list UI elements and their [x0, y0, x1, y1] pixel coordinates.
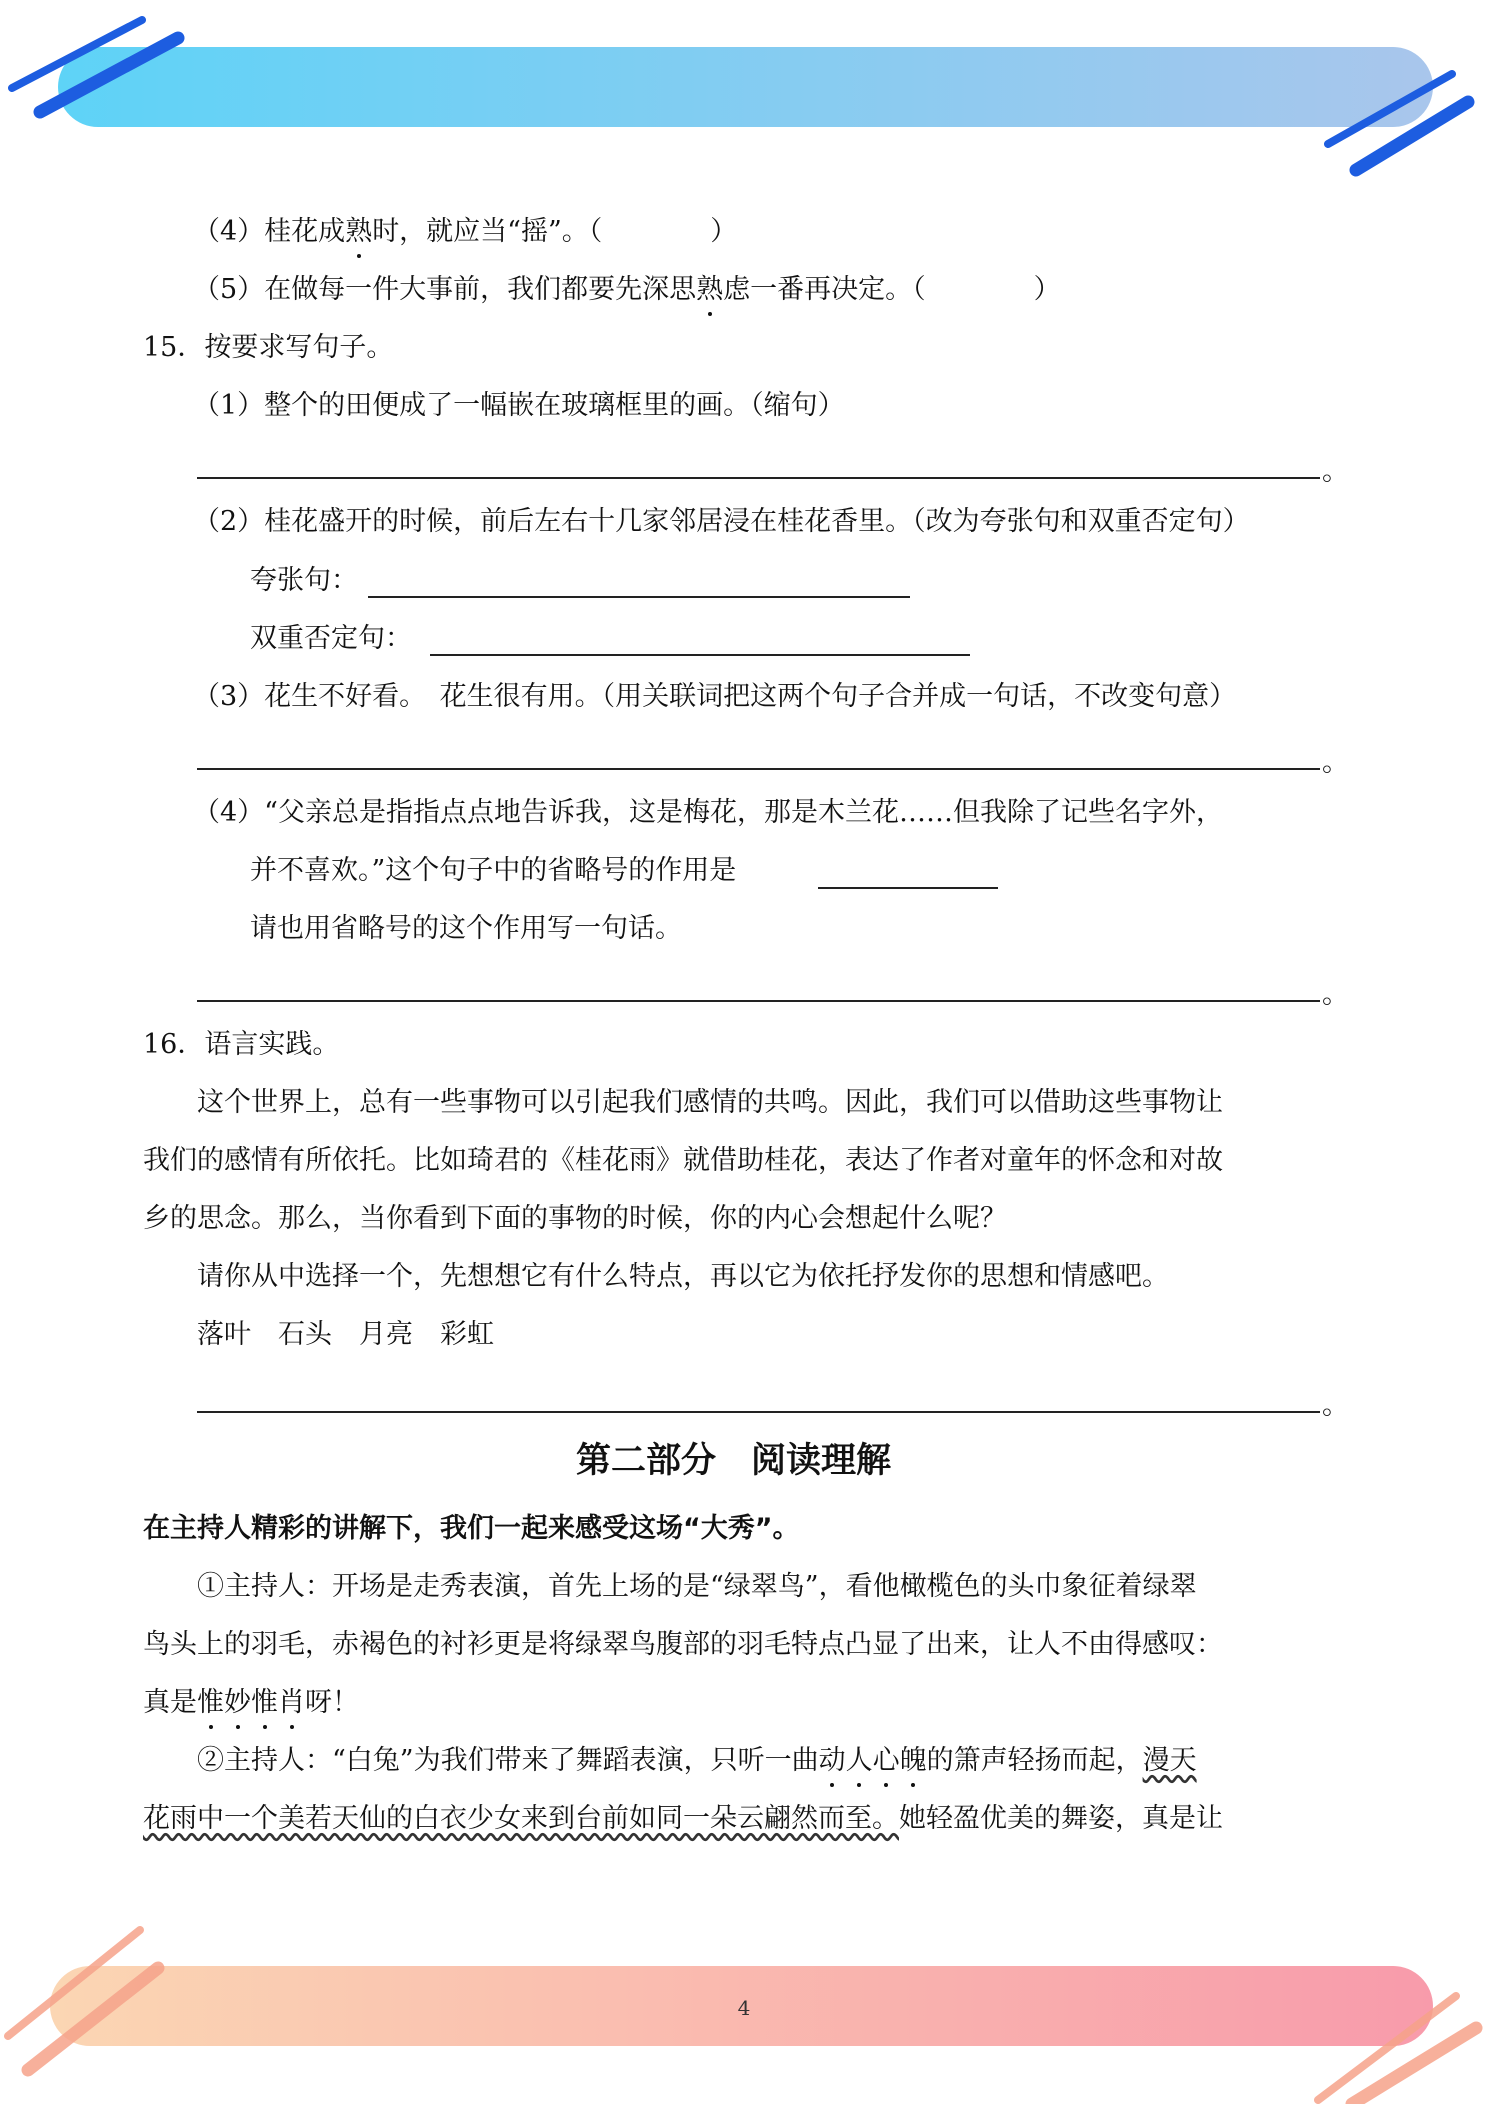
part2-wavy-underline-1: 漫天: [1142, 1745, 1197, 1776]
q15-part-3: （3）花生不好看。 花生很有用。（用关联词把这两个句子合并成一句话，不改变句意）: [193, 681, 1237, 712]
q15-part-3-end-mark: 。: [1322, 747, 1349, 778]
dotted-char: 肖: [278, 1683, 305, 1723]
q14-item-4: [193, 212, 737, 252]
part2-para-1-line-2: 鸟头上的羽毛，赤褐色的衬衫更是将绿翠鸟腹部的羽毛特点凸显了出来，让人不由得感叹：: [143, 1629, 1223, 1660]
q14-item-4-text-a: （4）桂花成: [193, 216, 346, 247]
q15-part-2: （2）桂花盛开的时候，前后左右十几家邻居浸在桂花香里。（改为夸张句和双重否定句）: [193, 506, 1250, 537]
q14-item-4-text-b: 时，就应当“摇”。（ ）: [372, 216, 738, 247]
q15-part-1: （1）整个的田便成了一幅嵌在玻璃框里的画。（缩句）: [193, 390, 845, 421]
q15-shuangchong-label: 双重否定句：: [250, 623, 412, 654]
q14-item-5-text-b: 虑一番再决定。（ ）: [723, 274, 1061, 305]
q14-item-5-text-a: （5）在做每一件大事前，我们都要先深思: [193, 274, 697, 305]
q16-options: 落叶 石头 月亮 彩虹: [197, 1319, 494, 1350]
q14-item-5-dotted-char: 熟: [696, 270, 723, 310]
dotted-char: 魄: [900, 1741, 927, 1781]
part2-intro: 在主持人精彩的讲解下，我们一起来感受这场“大秀”。: [143, 1513, 800, 1544]
dotted-char: 惟: [251, 1683, 278, 1723]
q16-title: 16．语言实践。: [143, 1029, 340, 1060]
part2-dotted-phrase-2: [819, 1745, 927, 1776]
q16-para-1-line-2: 我们的感情有所依托。比如琦君的《桂花雨》就借助桂花，表达了作者对童年的怀念和对故: [143, 1145, 1223, 1176]
part2-para-1-line-1: ①主持人：开场是走秀表演，首先上场的是“绿翠鸟”，看他橄榄色的头巾象征着绿翠: [197, 1571, 1197, 1602]
q15-part-4-end-mark: 。: [1322, 979, 1349, 1010]
part2-dotted-phrase-1: [197, 1687, 305, 1718]
q15-part-1-end-mark: 。: [1322, 456, 1349, 487]
q15-shuangchong-answer-line[interactable]: [430, 654, 970, 656]
q15-part-1-answer-line[interactable]: [197, 477, 1320, 479]
q15-part-4-answer-line[interactable]: [197, 1000, 1320, 1002]
part2-para-2-line-2-text: 她轻盈优美的舞姿，真是让: [899, 1803, 1223, 1834]
q16-para-1-line-1: 这个世界上，总有一些事物可以引起我们感情的共鸣。因此，我们可以借助这些事物让: [197, 1087, 1223, 1118]
dotted-char: 人: [846, 1741, 873, 1781]
q15-title: 15．按要求写句子。: [143, 332, 394, 363]
header-band: [58, 47, 1433, 127]
part2-wavy-underline-2: 花雨中一个美若天仙的白衣少女来到台前如同一朵云翩然而至。: [143, 1803, 899, 1834]
q15-kuazhang-answer-line[interactable]: [368, 596, 910, 598]
part2-heading: 第二部分 阅读理解: [576, 1441, 892, 1481]
part2-para-2-line-1-text-b: 的箫声轻扬而起，: [926, 1745, 1143, 1776]
dotted-char: 动: [819, 1741, 846, 1781]
q14-item-5: [193, 270, 1061, 310]
q16-para-1-line-3: 乡的思念。那么，当你看到下面的事物的时候，你的内心会想起什么呢？: [143, 1203, 1007, 1234]
q15-part-4-blank[interactable]: [818, 887, 998, 889]
q15-kuazhang-label: 夸张句：: [250, 565, 358, 596]
part2-para-2-line-1: [197, 1741, 1197, 1781]
part2-para-2-line-2: [143, 1799, 1223, 1839]
dotted-char: 惟: [197, 1683, 224, 1723]
page-number: 4: [737, 1996, 751, 2020]
part2-para-1-line-3-text-a: 真是: [143, 1687, 197, 1718]
dotted-char: 心: [873, 1741, 900, 1781]
q16-para-2: 请你从中选择一个，先想想它有什么特点，再以它为依托抒发你的思想和情感吧。: [197, 1261, 1169, 1292]
q15-part-4-line-3: 请也用省略号的这个作用写一句话。: [250, 913, 682, 944]
part2-para-2-line-1-text-a: ②主持人：“白兔”为我们带来了舞蹈表演，只听一曲: [197, 1745, 819, 1776]
q15-part-3-answer-line[interactable]: [197, 768, 1320, 770]
q14-item-4-dotted-char: 熟: [345, 212, 372, 252]
q15-part-4-line-1: （4）“父亲总是指指点点地告诉我，这是梅花，那是木兰花……但我除了记些名字外，: [193, 797, 1223, 828]
q15-part-4-line-2: 并不喜欢。”这个句子中的省略号的作用是: [250, 855, 737, 886]
header-banner: [0, 0, 1488, 190]
q16-answer-line[interactable]: [197, 1411, 1320, 1413]
part2-para-1-line-3-text-b: 呀！: [305, 1687, 359, 1718]
part2-para-1-line-3: [143, 1683, 359, 1723]
q16-end-mark: 。: [1322, 1390, 1349, 1421]
dotted-char: 妙: [224, 1683, 251, 1723]
